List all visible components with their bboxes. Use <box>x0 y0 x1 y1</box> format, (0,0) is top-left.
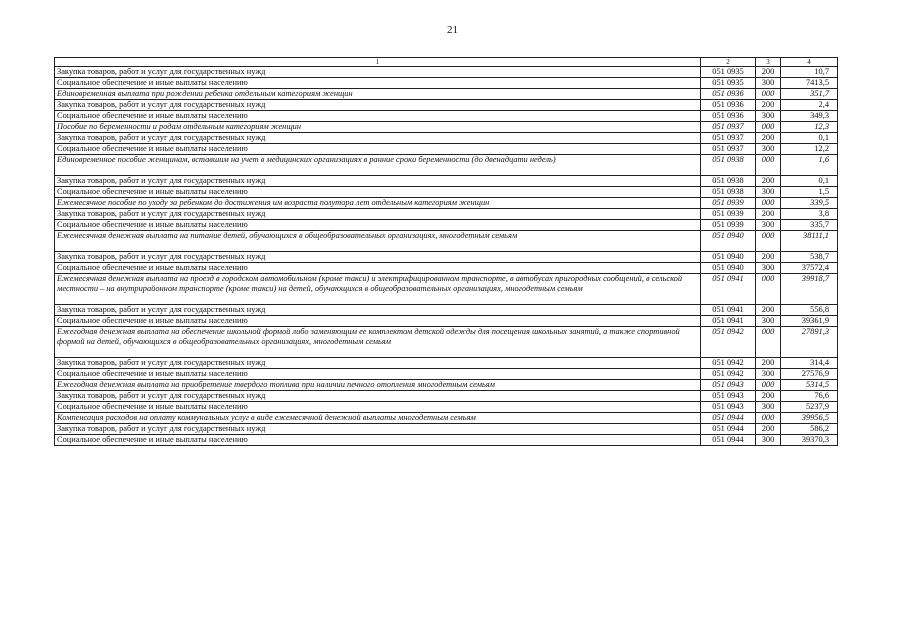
row-item-code: 051 0943 <box>701 402 756 413</box>
row-item-type: 000 <box>756 89 781 100</box>
row-item-amount: 586,2 <box>781 424 838 435</box>
table-row <box>55 144 838 155</box>
row-item-amount: 76,6 <box>781 391 838 402</box>
row-item-code: 051 0936 <box>701 89 756 100</box>
table-row <box>55 435 838 446</box>
row-item-amount: 556,8 <box>781 305 838 316</box>
row-item-name: Пособие по беременности и родам отдельным категориям женщин <box>55 122 701 133</box>
row-item-name: Социальное обеспечение и иные выплаты населению <box>55 316 701 327</box>
table-row <box>55 122 838 133</box>
table-row <box>55 111 838 122</box>
table-row <box>55 305 838 316</box>
row-item-code: 051 0937 <box>701 122 756 133</box>
row-item-name: Социальное обеспечение и иные выплаты населению <box>55 435 701 446</box>
row-item-name: Закупка товаров, работ и услуг для государственных нужд <box>55 209 701 220</box>
table-header-row <box>55 58 838 67</box>
row-item-amount: 27576,9 <box>781 369 838 380</box>
row-item-name: Социальное обеспечение и иные выплаты населению <box>55 369 701 380</box>
table-row <box>55 231 838 252</box>
row-item-name: Закупка товаров, работ и услуг для государственных нужд <box>55 252 701 263</box>
row-item-name: Социальное обеспечение и иные выплаты населению <box>55 144 701 155</box>
row-item-name: Социальное обеспечение и иные выплаты населению <box>55 220 701 231</box>
table-row <box>55 380 838 391</box>
row-item-code: 051 0941 <box>701 274 756 305</box>
row-item-name: Ежемесячная денежная выплата на питание детей, обучающихся в общеобразовательных организациях, многодетным семьям <box>55 231 701 252</box>
row-item-code: 051 0937 <box>701 133 756 144</box>
row-item-code: 051 0940 <box>701 252 756 263</box>
row-item-amount: 0,1 <box>781 133 838 144</box>
row-item-amount: 37572,4 <box>781 263 838 274</box>
row-item-code: 051 0941 <box>701 305 756 316</box>
row-item-type: 000 <box>756 122 781 133</box>
row-item-name: Ежегодная денежная выплата на обеспечение школьной формой либо заменяющим ее комплектом детской одежды для посещения школьных занятий, а также спортивной формой на детей, обучающихся в общеобразовательных организациях, многодетным семьям <box>55 327 701 358</box>
row-item-code: 051 0938 <box>701 155 756 176</box>
row-item-type: 000 <box>756 198 781 209</box>
table-row <box>55 187 838 198</box>
table-row <box>55 391 838 402</box>
row-item-name: Закупка товаров, работ и услуг для государственных нужд <box>55 391 701 402</box>
table-row <box>55 316 838 327</box>
row-item-type: 300 <box>756 220 781 231</box>
row-item-type: 000 <box>756 155 781 176</box>
row-item-name: Ежемесячное пособие по уходу за ребенком до достижения им возраста полутора лет отдельным категориям женщин <box>55 198 701 209</box>
row-item-type: 300 <box>756 78 781 89</box>
row-item-amount: 335,7 <box>781 220 838 231</box>
row-item-type: 300 <box>756 369 781 380</box>
row-item-name: Ежегодная денежная выплата на приобретение твердого топлива при наличии печного отопления многодетным семьям <box>55 380 701 391</box>
row-item-amount: 39361,9 <box>781 316 838 327</box>
row-item-code: 051 0939 <box>701 198 756 209</box>
row-item-code: 051 0938 <box>701 187 756 198</box>
table-row <box>55 327 838 358</box>
row-item-amount: 38111,1 <box>781 231 838 252</box>
row-item-code: 051 0944 <box>701 424 756 435</box>
row-item-code: 051 0940 <box>701 263 756 274</box>
table-row <box>55 413 838 424</box>
row-item-type: 300 <box>756 402 781 413</box>
page-number: 21 <box>447 24 458 36</box>
row-item-type: 000 <box>756 380 781 391</box>
column-header-name: 1 <box>55 58 701 67</box>
row-item-type: 200 <box>756 391 781 402</box>
row-item-amount: 1,6 <box>781 155 838 176</box>
row-item-code: 051 0942 <box>701 327 756 358</box>
table-row <box>55 220 838 231</box>
table-row <box>55 274 838 305</box>
row-item-amount: 349,3 <box>781 111 838 122</box>
budget-table <box>54 57 838 446</box>
row-item-code: 051 0943 <box>701 391 756 402</box>
row-item-amount: 0,1 <box>781 176 838 187</box>
row-item-type: 000 <box>756 231 781 252</box>
row-item-type: 200 <box>756 358 781 369</box>
row-item-amount: 2,4 <box>781 100 838 111</box>
table-body <box>55 67 838 446</box>
row-item-type: 000 <box>756 274 781 305</box>
row-item-name: Единовременная выплата при рождении ребенка отдельным категориям женщин <box>55 89 701 100</box>
row-item-type: 200 <box>756 252 781 263</box>
row-item-name: Единовременное пособие женщинам, вставшим на учет в медицинских организациях в ранние сроки беременности (до двенадцати недель) <box>55 155 701 176</box>
row-item-code: 051 0935 <box>701 78 756 89</box>
row-item-code: 051 0936 <box>701 111 756 122</box>
table-row <box>55 89 838 100</box>
row-item-name: Закупка товаров, работ и услуг для государственных нужд <box>55 424 701 435</box>
table-row <box>55 402 838 413</box>
row-item-type: 300 <box>756 263 781 274</box>
row-item-code: 051 0942 <box>701 358 756 369</box>
row-item-code: 051 0935 <box>701 67 756 78</box>
row-item-type: 000 <box>756 413 781 424</box>
table-row <box>55 424 838 435</box>
row-item-name: Социальное обеспечение и иные выплаты населению <box>55 187 701 198</box>
row-item-type: 200 <box>756 305 781 316</box>
row-item-name: Ежемесячная денежная выплата на проезд в городском автомобильном (кроме такси) и электрифицированном транспорте, в автобусах пригородных сообщений, в сельской местности – на внутрирайонном транспорте (кроме такси) на детей, обучающихся в общеобразовательных организациях, многодетным семьям <box>55 274 701 305</box>
row-item-type: 300 <box>756 187 781 198</box>
table-row <box>55 176 838 187</box>
row-item-amount: 5314,5 <box>781 380 838 391</box>
row-item-amount: 351,7 <box>781 89 838 100</box>
row-item-amount: 5237,9 <box>781 402 838 413</box>
row-item-code: 051 0942 <box>701 369 756 380</box>
row-item-code: 051 0944 <box>701 413 756 424</box>
row-item-name: Закупка товаров, работ и услуг для государственных нужд <box>55 305 701 316</box>
row-item-type: 200 <box>756 100 781 111</box>
row-item-code: 051 0936 <box>701 100 756 111</box>
row-item-name: Социальное обеспечение и иные выплаты населению <box>55 111 701 122</box>
table-row <box>55 209 838 220</box>
row-item-code: 051 0939 <box>701 209 756 220</box>
table-row <box>55 263 838 274</box>
column-header-amount: 4 <box>781 58 838 67</box>
row-item-amount: 538,7 <box>781 252 838 263</box>
row-item-type: 200 <box>756 424 781 435</box>
row-item-type: 300 <box>756 435 781 446</box>
row-item-amount: 27891,3 <box>781 327 838 358</box>
row-item-name: Социальное обеспечение и иные выплаты населению <box>55 402 701 413</box>
row-item-amount: 1,5 <box>781 187 838 198</box>
row-item-type: 200 <box>756 67 781 78</box>
table-row <box>55 155 838 176</box>
row-item-code: 051 0940 <box>701 231 756 252</box>
row-item-type: 200 <box>756 209 781 220</box>
column-header-code: 2 <box>701 58 756 67</box>
row-item-code: 051 0938 <box>701 176 756 187</box>
row-item-amount: 12,2 <box>781 144 838 155</box>
table-row <box>55 100 838 111</box>
row-item-name: Закупка товаров, работ и услуг для государственных нужд <box>55 100 701 111</box>
table-row <box>55 198 838 209</box>
row-item-name: Закупка товаров, работ и услуг для государственных нужд <box>55 358 701 369</box>
column-header-type: 3 <box>756 58 781 67</box>
row-item-amount: 12,3 <box>781 122 838 133</box>
row-item-name: Закупка товаров, работ и услуг для государственных нужд <box>55 176 701 187</box>
table-row <box>55 67 838 78</box>
row-item-code: 051 0943 <box>701 380 756 391</box>
table-row <box>55 369 838 380</box>
row-item-type: 200 <box>756 176 781 187</box>
row-item-type: 300 <box>756 316 781 327</box>
table-row <box>55 78 838 89</box>
row-item-name: Социальное обеспечение и иные выплаты населению <box>55 263 701 274</box>
row-item-name: Закупка товаров, работ и услуг для государственных нужд <box>55 133 701 144</box>
row-item-type: 000 <box>756 327 781 358</box>
row-item-amount: 39956,5 <box>781 413 838 424</box>
row-item-amount: 39918,7 <box>781 274 838 305</box>
table-row <box>55 358 838 369</box>
row-item-amount: 339,5 <box>781 198 838 209</box>
row-item-code: 051 0937 <box>701 144 756 155</box>
row-item-amount: 3,8 <box>781 209 838 220</box>
row-item-amount: 39370,3 <box>781 435 838 446</box>
row-item-code: 051 0941 <box>701 316 756 327</box>
table-row <box>55 252 838 263</box>
row-item-type: 200 <box>756 133 781 144</box>
row-item-code: 051 0944 <box>701 435 756 446</box>
row-item-type: 300 <box>756 111 781 122</box>
row-item-code: 051 0939 <box>701 220 756 231</box>
table-row <box>55 133 838 144</box>
row-item-amount: 314,4 <box>781 358 838 369</box>
row-item-name: Социальное обеспечение и иные выплаты населению <box>55 78 701 89</box>
row-item-name: Компенсация расходов на оплату коммунальных услуг в виде ежемесячной денежной выплаты многодетным семьям <box>55 413 701 424</box>
row-item-type: 300 <box>756 144 781 155</box>
row-item-amount: 10,7 <box>781 67 838 78</box>
row-item-name: Закупка товаров, работ и услуг для государственных нужд <box>55 67 701 78</box>
row-item-amount: 7413,5 <box>781 78 838 89</box>
